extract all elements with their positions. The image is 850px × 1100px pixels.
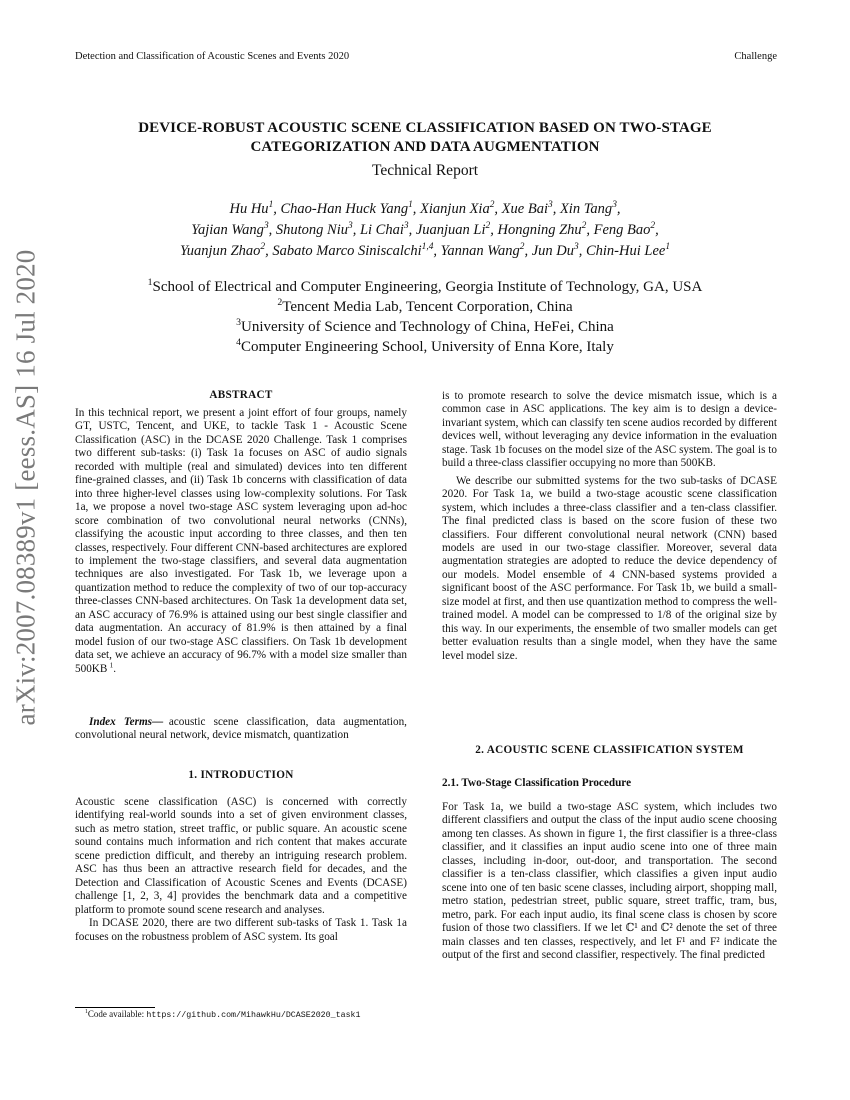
affiliation <box>60 317 790 337</box>
author-affiliation-mark: 2 <box>519 242 525 253</box>
introduction-section <box>75 769 407 944</box>
section-2 <box>442 744 777 756</box>
author-affiliation-mark: 1 <box>665 242 671 253</box>
arxiv-identifier: arXiv:2007.08389v1 [eess.AS] 16 Jul 2020 <box>10 249 41 725</box>
affiliation-number: 1 <box>147 277 153 288</box>
paper-title <box>100 119 750 157</box>
index-terms-label: Index Terms— <box>89 716 164 728</box>
index-terms-text: acoustic scene classification, data augmentation, convolutional neural network, device mismatch, quantization <box>75 716 407 742</box>
affiliation-text: Tencent Media Lab, Tencent Corporation, China <box>282 299 573 315</box>
author-affiliation-mark: 2 <box>260 242 266 253</box>
intro-paragraph-4: We describe our submitted systems for the two sub-tasks of DCASE 2020. For Task 1a, we build a two-stage acoustic scene classification system, which includes a three-class classifier and a ten-class classifier. The final predicted class is based on the score fusion of these two classifiers. Four different convolutional neural network (CNN) based models are used in our two-stage classifier. Moreover, several data augmentation strategies are adopted to reduce the device dependency of our models. Model ensemble of 4 CNN-based systems provided a significant boost of the ASC performance. For Task 1b, we build a small-size model at first, and then use quantization method to compress the well-trained model. A model can be compressed to 1/8 of the original size by this way. In our experiments, the ensemble of two smaller models can get better evaluation results than a single model, when they have the same level model size. <box>442 474 777 662</box>
author-affiliation-mark: 2 <box>485 221 491 232</box>
section-2-1-paragraph: For Task 1a, we build a two-stage ASC system, which includes two different classifiers and output the class of the input audio scene choosing among ten classes. As shown in figure 1, the first classifier is a three-class classifier, and it classifies an input audio scene into one of three main classes, including in-door, out-door, and transportation. The second classifier is a ten-class classifier, which classifies a given input audio scene into one of ten basic scene classes, including airport, shopping mall, metro station, pedestrian street, public square, street traffic, tram, bus, metro, park. For each input audio, its final scene class is chosen by score fusion of those two classifiers. If we let ℂ¹ and ℂ² denote the set of three main classes and ten classes, respectively, and let F¹ and F² indicate the output of the first and second classifier, respectively. The final predicted <box>442 801 777 961</box>
author-affiliation-mark: 3 <box>574 242 579 253</box>
author-line: Yajian Wang$^3$, Shutong Niu$^3$, Li Chai$^3$, Juanjuan Li$^2$, Hongning Zhu$^2$, Feng Bao$^2$, <box>191 221 659 238</box>
affiliation <box>60 297 790 317</box>
affiliation-text: School of Electrical and Computer Engineering, Georgia Institute of Technology, GA, USA <box>152 279 703 295</box>
author-affiliation-mark: 1 <box>408 200 413 211</box>
author-name: Juanjuan Li <box>415 222 486 238</box>
author-affiliation-mark: 2 <box>489 200 495 211</box>
author-name: Xianjun Xia <box>420 201 490 217</box>
intro-paragraph-3: is to promote research to solve the device mismatch issue, which is a common case in ASC applications. The key aim is to design a device-invariant system, which can classify ten scene audios recorded by different devices well, without leveraging any device information in the evaluation stage. Task 1b focuses on the model size of the ASC system. The goal is to build a three-class classifier occupying no more than 500KB. <box>442 390 777 470</box>
footnote-code-url[interactable]: https://github.com/MihawkHu/DCASE2020_task1 <box>146 1011 361 1020</box>
affiliation-text: Computer Engineering School, University of Enna Kore, Italy <box>241 339 614 355</box>
affiliation-number: 4 <box>236 337 242 348</box>
abstract-heading: ABSTRACT <box>209 389 273 401</box>
affiliation <box>60 337 790 357</box>
author-name: Sabato Marco Siniscalchi <box>272 243 422 259</box>
author-affiliation-mark: 3 <box>547 200 553 211</box>
index-terms-body <box>75 716 407 743</box>
author-affiliation-mark: 3 <box>612 200 617 211</box>
author-line: Yuanjun Zhao$^2$, Sabato Marco Siniscalchi$^{1,4}$, Yannan Wang$^2$, Jun Du$^3$, Chin-Hui Lee$^1$ <box>179 242 671 259</box>
abstract-body: In this technical report, we present a joint effort of four groups, namely GT, USTC, Tencent, and UKE, to tackle Task 1 - Acoustic Scene Classification (ASC) in the DCASE 2020 Challenge. Task 1 comprises two different sub-tasks: (i) Task 1a focuses on ASC of audio signals recorded with multiple (real and simulated) devices into ten different fine-grained classes, and (ii) Task 1b concerns with classification of data into three higher-level classes using low-complexity solutions. For Task 1a, we propose a novel two-stage ASC system leveraging upon ad-hoc score combination of two convolutional neural networks (CNNs), classifying the acoustic input according to three classes, and then ten classes, respectively. Four different CNN-based architectures are explored to implement the two-stage classifiers, and several data augmentation techniques are also investigated. For Task 1b, we leverage upon a quantization method to reduce the complexity of two of our top-accuracy three-classes CNN-based architectures. On Task 1a development data set, an ASC accuracy of 76.9% is attained using our best single classifier and data augmentation. An accuracy of 81.9% is then attained by a final model fusion of our two-stage ASC classifiers. On Task 1b development data set, we achieve an accuracy of 96.7% with a model size smaller than 500KB $^1$. <box>75 407 407 675</box>
running-header-left: Detection and Classification of Acoustic Scenes and Events 2020 <box>75 51 350 62</box>
footnote-mark: 1 <box>85 1009 88 1015</box>
arxiv-stamp <box>2 249 50 725</box>
affiliation-list <box>60 277 790 357</box>
title-line-1: DEVICE-ROBUST ACOUSTIC SCENE CLASSIFICATION BASED ON TWO-STAGE <box>138 120 712 136</box>
abstract-text: In this technical report, we present a joint effort of four groups, namely GT, USTC, Tencent, and UKE, to tackle Task 1 - Acoustic Scene Classification (ASC) in the DCASE 2020 Challenge. Task 1 comprises two different sub-tasks: (i) Task 1a focuses on ASC of audio signals recorded with multiple (real and simulated) devices into ten different fine-grained classes, and (ii) Task 1b concerns with classification of data into three higher-level classes using low-complexity solutions. For Task 1a, we propose a novel two-stage ASC system leveraging upon ad-hoc score combination of two convolutional neural networks (CNNs), classifying the acoustic input according to three classes, and then ten classes, respectively. Four different CNN-based architectures are explored to implement the two-stage classifiers, and several data augmentation techniques are also investigated. For Task 1b, we leverage upon a quantization method to reduce the complexity of two of our top-accuracy three-classes CNN-based architectures. On Task 1a development data set, an ASC accuracy of 76.9% is attained using our best single classifier and data augmentation. An accuracy of 81.9% is then attained by a final model fusion of our two-stage ASC classifiers. On Task 1b development data set, we achieve an accuracy of 96.7% with a model size smaller than 500KB <box>75 407 407 675</box>
author-name: Jun Du <box>531 243 575 259</box>
abstract-section <box>75 389 407 676</box>
affiliation-number: 2 <box>277 297 283 308</box>
section-2-heading: 2. ACOUSTIC SCENE CLASSIFICATION SYSTEM <box>475 744 744 756</box>
author-list <box>60 199 790 262</box>
author-name: Li Chai <box>359 222 404 238</box>
author-affiliation-mark: 3 <box>348 221 353 232</box>
author-affiliation-mark: 2 <box>650 221 656 232</box>
author-name: Xin Tang <box>559 201 613 217</box>
author-line: Hu Hu$^1$, Chao-Han Huck Yang$^1$, Xianjun Xia$^2$, Xue Bai$^3$, Xin Tang$^3$, <box>229 200 621 217</box>
index-terms <box>75 716 407 743</box>
subsection-2-1 <box>442 777 777 962</box>
running-header-right: Challenge <box>734 51 777 62</box>
author-affiliation-mark: 2 <box>581 221 587 232</box>
author-name: Hongning Zhu <box>497 222 582 238</box>
author-name: Chin-Hui Lee <box>585 243 666 259</box>
subsection-2-1-heading: 2.1. Two-Stage Classification Procedure <box>442 777 632 789</box>
intro-paragraph-1: Acoustic scene classification (ASC) is concerned with correctly identifying real-world sounds into a set of given environment classes, such as metro station, street traffic, or public square. An acoustic scene sound contains much information and rich content that makes accurate scene prediction difficult, and thereby an intriguing research problem. ASC has thus been an attractive research field for decades, and the Detection and Classification of Acoustic Scenes and Events (DCASE) challenge [1, 2, 3, 4] provides the benchmark data and a competitive platform to promote sound scene research and analyses. <box>75 796 407 916</box>
author-affiliation-mark: 1 <box>268 200 274 211</box>
author-name: Yannan Wang <box>440 243 520 259</box>
affiliation-text: University of Science and Technology of China, HeFei, China <box>241 319 614 335</box>
intro-paragraph-2: In DCASE 2020, there are two different sub-tasks of Task 1. Task 1a focuses on the robustness problem of ASC system. Its goal <box>75 917 407 943</box>
report-type: Technical Report <box>371 162 479 179</box>
author-name: Yajian Wang <box>191 222 264 238</box>
author-affiliation-mark: 3 <box>263 221 269 232</box>
author-name: Shutong Niu <box>275 222 348 238</box>
author-name: Feng Bao <box>593 222 651 238</box>
footnote <box>85 1009 361 1020</box>
footnote-rule <box>75 1007 155 1008</box>
title-line-2: CATEGORIZATION AND DATA AUGMENTATION <box>250 139 600 155</box>
introduction-heading: 1. INTRODUCTION <box>188 769 294 781</box>
author-affiliation-mark: 3 <box>403 221 409 232</box>
affiliation-number: 3 <box>236 317 242 328</box>
abstract-footnote-mark: 1 <box>109 660 114 669</box>
author-affiliation-mark: 1,4 <box>421 242 434 253</box>
author-name: Hu Hu <box>229 201 269 217</box>
author-name: Yuanjun Zhao <box>179 243 261 259</box>
author-name: Chao-Han Huck Yang <box>280 201 409 217</box>
affiliation <box>60 277 790 297</box>
footnote-label: Code available: <box>87 1009 147 1019</box>
right-column-intro <box>442 390 777 663</box>
author-name: Xue Bai <box>501 201 548 217</box>
